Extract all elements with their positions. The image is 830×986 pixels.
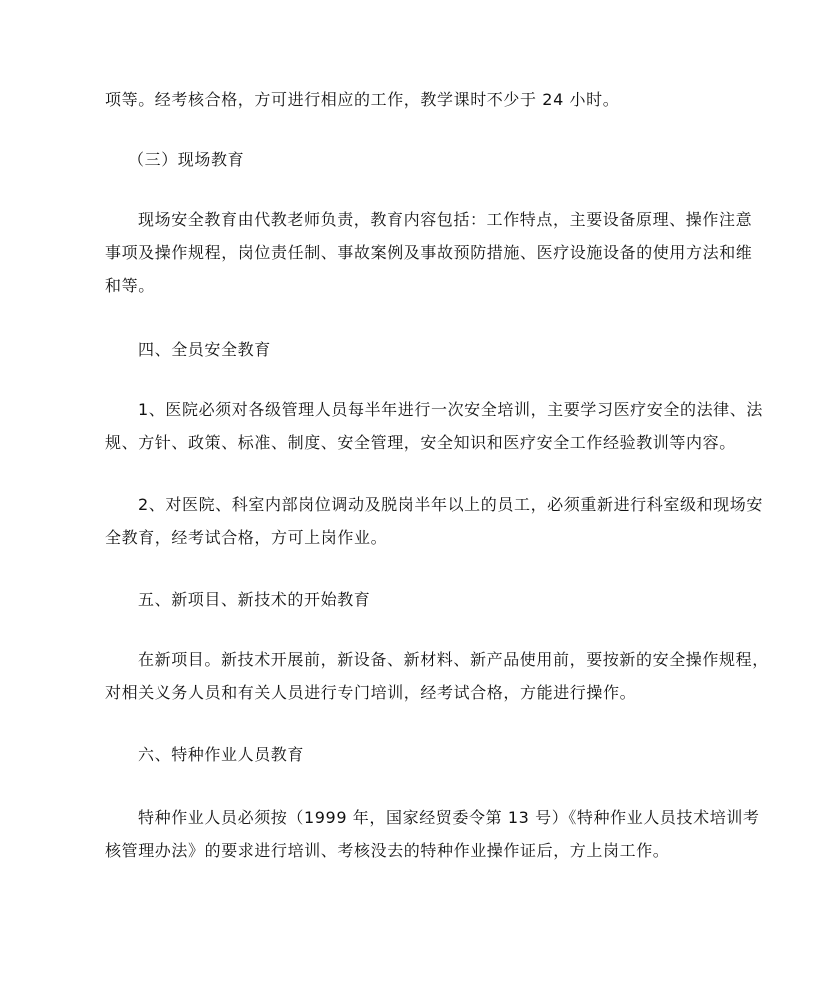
section-heading: 六、特种作业人员教育	[138, 745, 305, 764]
section-heading: 五、新项目、新技术的开始教育	[138, 590, 371, 609]
paragraph-line: 特种作业人员必须按（1999 年，国家经贸委令第 13 号）《特种作业人员技术培训考	[138, 808, 760, 827]
paragraph-line: 现场安全教育由代教老师负责，教育内容包括：工作特点，主要设备原理、操作注意	[138, 210, 753, 229]
section-heading: 四、全员安全教育	[138, 340, 271, 359]
paragraph-line: 2、对医院、科室内部岗位调动及脱岗半年以上的员工，必须重新进行科室级和现场安	[138, 495, 763, 514]
paragraph-line: 事项及操作规程，岗位责任制、事故案例及事故预防措施、医疗设施设备的使用方法和维	[105, 243, 753, 262]
paragraph-line: 全教育，经考试合格，方可上岗作业。	[105, 528, 388, 547]
paragraph-line: 1、医院必须对各级管理人员每半年进行一次安全培训，主要学习医疗安全的法律、法	[138, 400, 763, 419]
paragraph-line: 核管理办法》的要求进行培训、考核没去的特种作业操作证后，方上岗工作。	[105, 841, 670, 860]
paragraph-line: 规、方针、政策、标准、制度、安全管理，安全知识和医疗安全工作经验教训等内容。	[105, 433, 736, 452]
paragraph-line: 在新项目。新技术开展前，新设备、新材料、新产品使用前，要按新的安全操作规程，	[138, 650, 769, 669]
section-heading: （三）现场教育	[128, 150, 245, 169]
paragraph-line: 项等。经考核合格，方可进行相应的工作，教学课时不少于 24 小时。	[105, 90, 620, 109]
paragraph-line: 和等。	[105, 276, 155, 295]
paragraph-line: 对相关义务人员和有关人员进行专门培训，经考试合格，方能进行操作。	[105, 683, 637, 702]
